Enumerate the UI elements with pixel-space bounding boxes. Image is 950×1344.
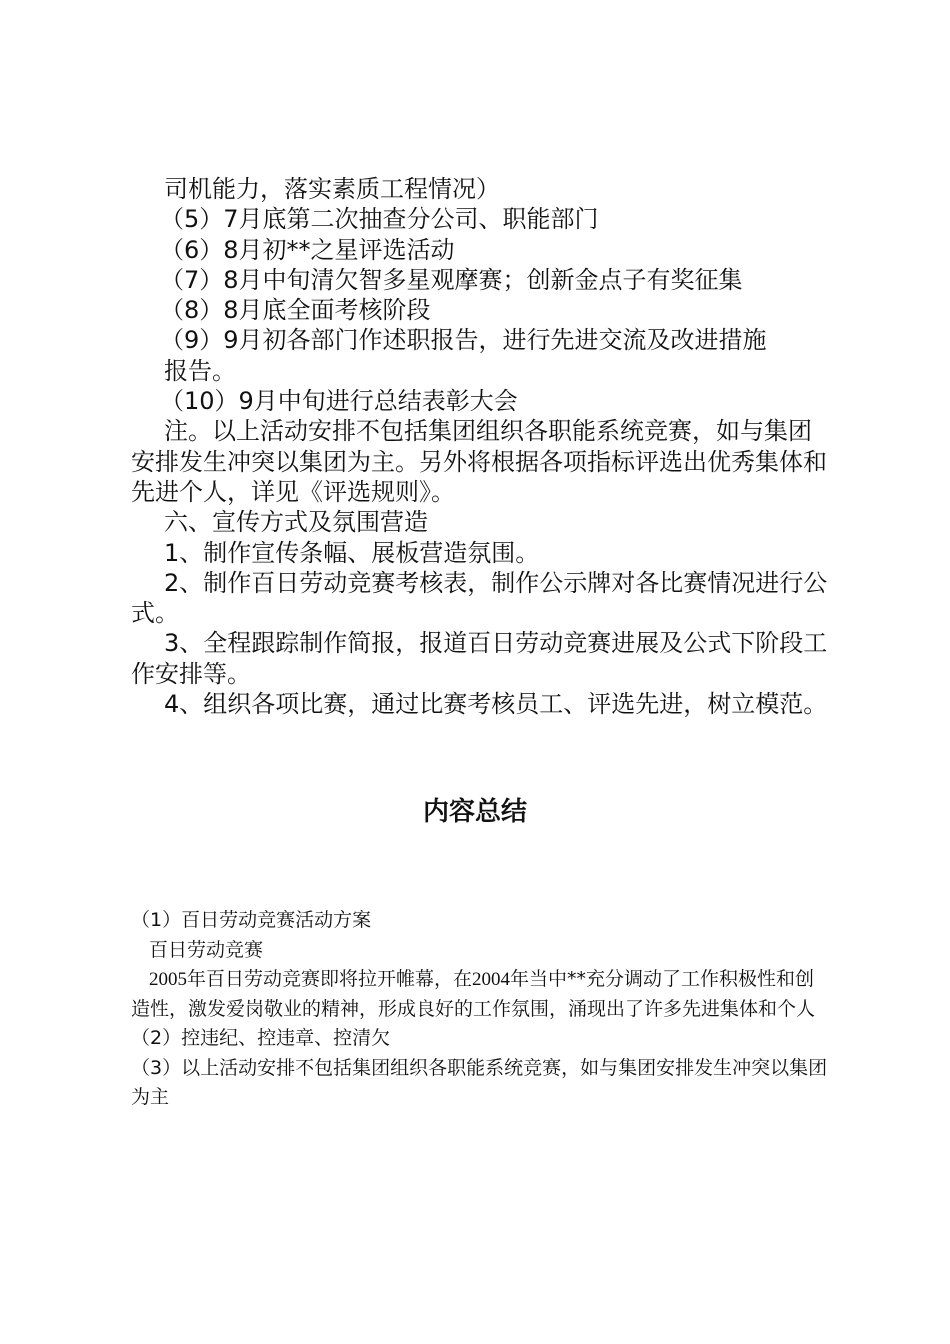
summary-item-1-subtitle: 百日劳动竞赛 — [149, 938, 264, 961]
summary-item-1-body — [131, 965, 831, 1024]
schedule-item-6: （6）8月初**之星评选活动 — [160, 235, 455, 264]
paragraph-driver-ability: 司机能力，落实素质工程情况） — [164, 175, 500, 203]
summary-text-part-1: 年百日劳动竞赛即将拉开帷幕，在 — [187, 968, 473, 990]
schedule-item-9-continued: 报告。 — [164, 356, 236, 385]
publicity-item-4: 4、组织各项比赛，通过比赛考核员工、评选先进，树立模范。 — [164, 690, 828, 719]
publicity-item-3: 3、全程跟踪制作简报，报道百日劳动竞赛进展及公式下阶段工作安排等。 — [131, 629, 828, 688]
note-paragraph: 注。以上活动安排不包括集团组织各职能系统竞赛，如与集团安排发生冲突以集团为主。另外将根据各项指标评选出优秀集体和先进个人，详见《评选规则》。 — [131, 417, 827, 506]
schedule-item-9: （9）9月初各部门作述职报告，进行先进交流及改进措施 — [160, 326, 767, 355]
section-heading-publicity: 六、宣传方式及氛围营造 — [164, 508, 428, 537]
schedule-item-10: （10）9月中旬进行总结表彰大会 — [160, 387, 518, 416]
schedule-item-5: （5）7月底第二次抽查分公司、职能部门 — [160, 205, 599, 234]
year-2004: 2004 — [472, 969, 511, 990]
schedule-item-8: （8）8月底全面考核阶段 — [160, 296, 431, 325]
document-body — [131, 174, 831, 719]
summary-title: 内容总结 — [422, 797, 527, 827]
summary-text-part-2: 年当中**充分调动了工作积极性和创造性，激发爱岗敬业的精神，形成良好的工作氛围，涌现出了许多先进集体和个人 — [131, 968, 816, 1020]
summary-item-1: （1）百日劳动竞赛活动方案 — [131, 909, 372, 931]
summary-item-2: （2）控违纪、控违章、控清欠 — [131, 1027, 391, 1049]
summary-section — [131, 906, 831, 1113]
schedule-item-7: （7）8月中旬清欠智多星观摩赛；创新金点子有奖征集 — [160, 265, 743, 294]
year-2005: 2005 — [149, 969, 187, 990]
publicity-item-2: 2、制作百日劳动竞赛考核表，制作公示牌对各比赛情况进行公式。 — [131, 568, 828, 628]
publicity-item-1: 1、制作宣传条幅、展板营造氛围。 — [164, 538, 540, 567]
summary-item-3: （3）以上活动安排不包括集团组织各职能系统竞赛，如与集团安排发生冲突以集团为主 — [131, 1056, 828, 1108]
